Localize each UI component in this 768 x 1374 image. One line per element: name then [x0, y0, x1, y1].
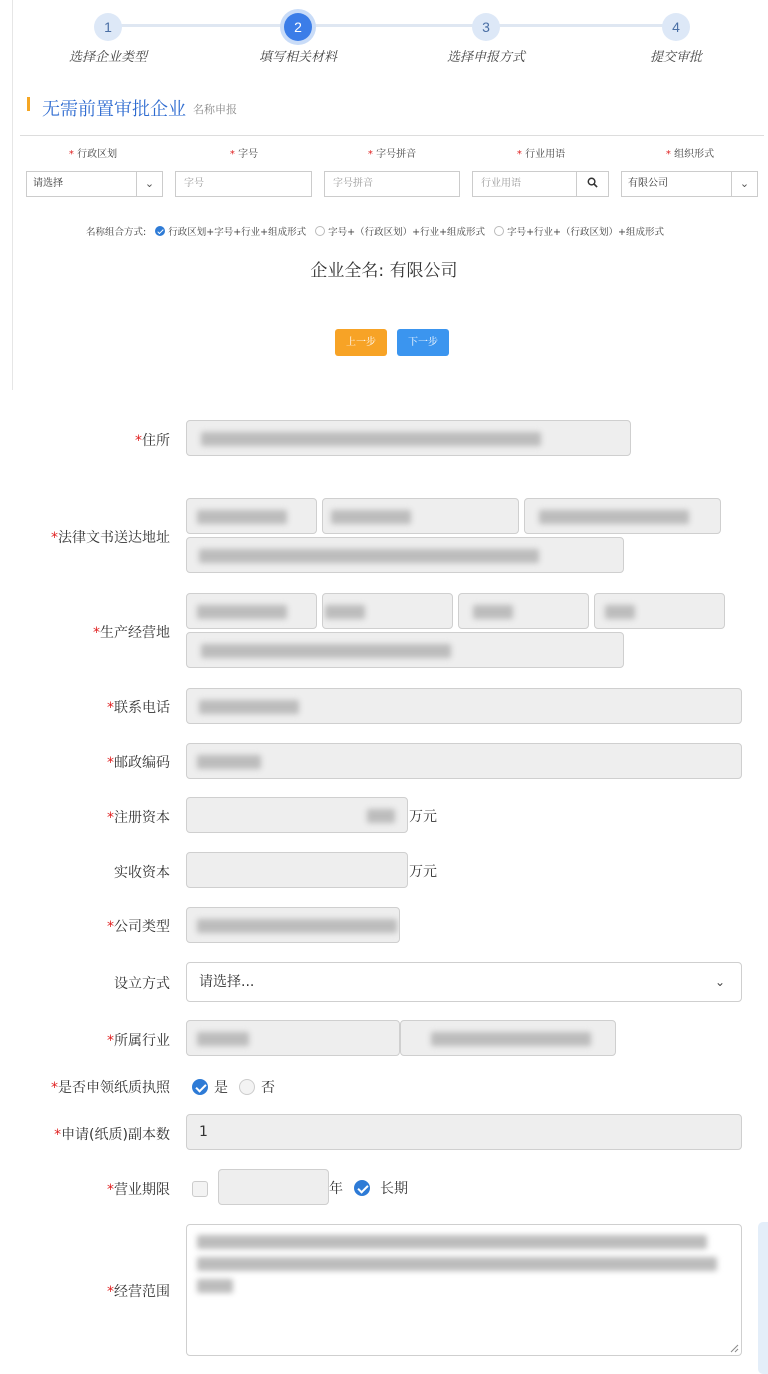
fullname-value: 有限公司	[389, 261, 458, 281]
paid-capital-unit: 万元	[409, 864, 437, 880]
scrollbar[interactable]	[758, 1222, 768, 1374]
industry-term-placeholder: 行业用语	[481, 178, 521, 189]
divider	[20, 135, 764, 136]
step-1-circle: 1	[94, 13, 122, 41]
redacted-text	[201, 432, 541, 446]
legal-address-city[interactable]	[322, 498, 519, 534]
chevron-down-icon[interactable]: ⌄	[136, 172, 162, 196]
region-select-value: 请选择	[33, 178, 63, 189]
business-place-district[interactable]	[458, 593, 589, 629]
industry-term-label: * 行业用语	[516, 149, 566, 160]
search-icon[interactable]	[576, 172, 608, 196]
required-mark: *	[229, 149, 235, 160]
step-3-label: 选择申报方式	[446, 50, 525, 65]
pinyin-input[interactable]: 字号拼音	[324, 171, 460, 197]
combo-radio-1[interactable]	[155, 226, 165, 236]
business-place-street[interactable]	[594, 593, 725, 629]
legal-address-district[interactable]	[524, 498, 721, 534]
stepper-line	[108, 24, 676, 27]
postcode-field[interactable]	[186, 743, 742, 779]
paper-license-yes-label[interactable]: 是	[214, 1080, 228, 1096]
name-combo-row	[86, 224, 664, 238]
setup-method-select[interactable]	[186, 962, 742, 1002]
step-2-label: 填写相关材料	[258, 50, 337, 65]
industry-term-input[interactable]	[472, 171, 609, 197]
required-mark: *	[68, 149, 74, 160]
name-combo-label: 名称组合方式:	[86, 227, 147, 238]
setup-method-label: 设立方式	[114, 976, 170, 992]
term-limited-checkbox[interactable]	[192, 1181, 208, 1197]
term-long-radio[interactable]	[354, 1180, 370, 1196]
term-label: *营业期限	[107, 1182, 170, 1198]
org-form-value: 有限公司	[628, 178, 668, 189]
copies-label: *申请(纸质)副本数	[54, 1127, 170, 1143]
region-label: * 行政区划	[68, 149, 118, 160]
company-fullname	[0, 256, 768, 281]
combo-option-2[interactable]: 字号+（行政区划）+行业+组成形式	[328, 227, 486, 238]
paper-license-no-label[interactable]: 否	[261, 1080, 275, 1096]
panel-border	[12, 0, 13, 390]
step-4-label: 提交审批	[649, 50, 702, 65]
step-1-label: 选择企业类型	[68, 50, 147, 65]
fullname-label: 企业全名:	[310, 261, 385, 281]
postcode-label: *邮政编码	[107, 755, 170, 771]
address-label: *住所	[135, 433, 170, 449]
step-2-circle: 2	[284, 13, 312, 41]
combo-radio-2[interactable]	[315, 226, 325, 236]
pinyin-label: * 字号拼音	[367, 149, 417, 160]
zihao-label: * 字号	[229, 149, 259, 160]
org-form-label: * 组织形式	[665, 149, 715, 160]
section-accent-bar	[27, 97, 30, 111]
company-type-field[interactable]	[186, 907, 400, 943]
term-year-unit: 年	[329, 1181, 343, 1197]
industry-category-field[interactable]	[186, 1020, 400, 1056]
combo-option-3[interactable]: 字号+行业+（行政区划）+组成形式	[507, 227, 664, 238]
chevron-down-icon[interactable]: ⌄	[731, 172, 757, 196]
org-form-select[interactable]	[621, 171, 758, 197]
combo-option-1[interactable]: 行政区划+字号+行业+组成形式	[168, 227, 307, 238]
scope-textarea[interactable]	[186, 1224, 742, 1356]
business-place-city[interactable]	[322, 593, 453, 629]
next-step-button[interactable]: 下一步	[397, 329, 449, 356]
paper-license-yes-radio[interactable]	[192, 1079, 208, 1095]
required-mark: *	[516, 149, 522, 160]
legal-address-detail[interactable]	[186, 537, 624, 573]
combo-radio-3[interactable]	[494, 226, 504, 236]
section-subtitle: 名称申报	[193, 103, 237, 116]
paper-license-label: *是否申领纸质执照	[51, 1080, 170, 1096]
chevron-down-icon[interactable]: ⌄	[714, 975, 725, 989]
industry-label: *所属行业	[107, 1033, 170, 1049]
business-place-province[interactable]	[186, 593, 317, 629]
required-mark: *	[367, 149, 373, 160]
paid-capital-label: 实收资本	[114, 865, 170, 881]
region-select[interactable]	[26, 171, 163, 197]
term-long-label[interactable]: 长期	[380, 1181, 408, 1197]
registered-capital-unit: 万元	[409, 809, 437, 825]
paid-capital-field[interactable]	[186, 852, 408, 888]
paper-license-no-radio[interactable]	[239, 1079, 255, 1095]
legal-address-province[interactable]	[186, 498, 317, 534]
step-4-circle: 4	[662, 13, 690, 41]
business-place-detail[interactable]	[186, 632, 624, 668]
scope-label: *经营范围	[107, 1284, 170, 1300]
zihao-input[interactable]: 字号	[175, 171, 312, 197]
registered-capital-field[interactable]	[186, 797, 408, 833]
copies-field[interactable]: 1	[186, 1114, 742, 1150]
section-title: 无需前置审批企业	[42, 99, 186, 120]
term-years-field[interactable]	[218, 1169, 329, 1205]
prev-step-button[interactable]: 上一步	[335, 329, 387, 356]
phone-label: *联系电话	[107, 700, 170, 716]
industry-detail-field[interactable]	[400, 1020, 616, 1056]
company-type-label: *公司类型	[107, 919, 170, 935]
step-3-circle: 3	[472, 13, 500, 41]
phone-field[interactable]	[186, 688, 742, 724]
legal-address-label: *法律文书送达地址	[51, 530, 170, 546]
registered-capital-label: *注册资本	[107, 810, 170, 826]
required-mark: *	[665, 149, 671, 160]
address-field[interactable]	[186, 420, 631, 456]
setup-method-value: 请选择...	[199, 974, 255, 990]
resize-handle-icon[interactable]	[729, 1343, 739, 1353]
business-place-label: *生产经营地	[93, 625, 170, 641]
